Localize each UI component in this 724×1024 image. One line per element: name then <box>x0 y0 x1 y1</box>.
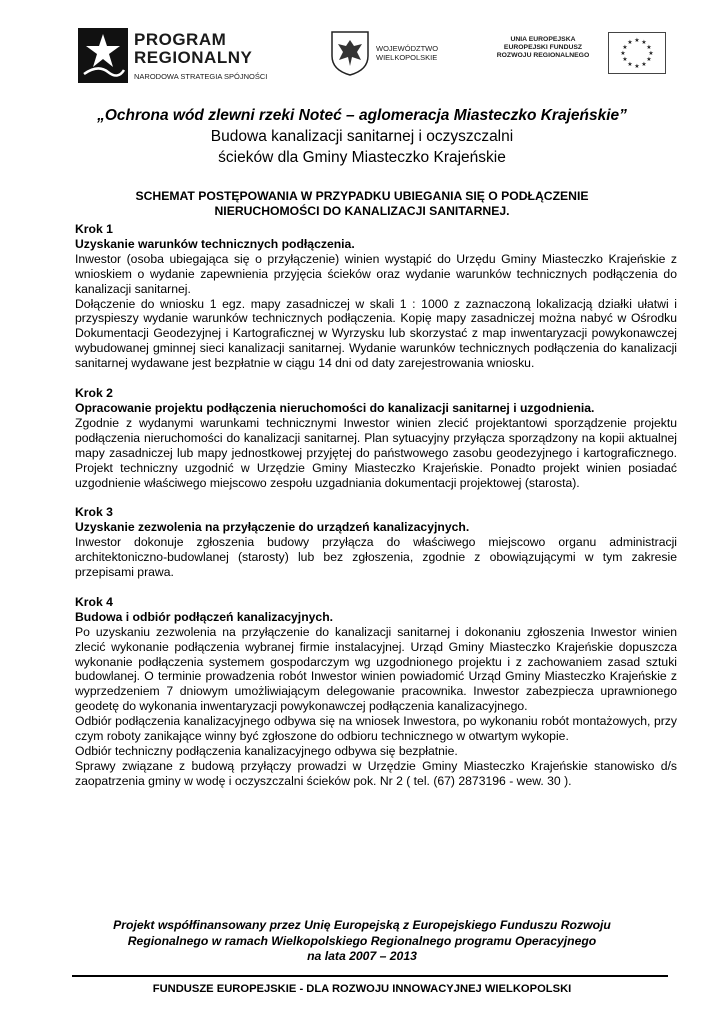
svg-text:★: ★ <box>646 44 652 51</box>
header-logos <box>0 20 724 90</box>
schema-title: SCHEMAT POSTĘPOWANIA W PRZYPADKU UBIEGANIA SIĘ O PODŁĄCZENIE NIERUCHOMOŚCI DO KANALIZACJI SANITARNEJ. <box>135 189 589 218</box>
program-regionalny-emblem-icon <box>78 28 128 83</box>
svg-text:★: ★ <box>646 56 652 63</box>
eu-flag-icon <box>608 32 666 74</box>
step-4-paragraph: Odbiór techniczny podłączenia kanalizacyjnego odbywa się bezpłatnie. <box>75 744 458 758</box>
step-3-paragraph: Inwestor dokonuje zgłoszenia budowy przyłącza do właściwego miejscowo organu administracji architektoniczno-budowlanej (starosty) lub bez zgłoszenia, zgodnie z obowiązującymi w tym zakresie przepisami prawa. <box>75 535 677 580</box>
cofinancing-note: Projekt współfinansowany przez Unię Europejską z Europejskiego Funduszu Rozwoju Regionalnego w ramach Wielkopolskiego Regionalnego programu Operacyjnego na lata 2007 – 2013 <box>113 918 611 963</box>
svg-text:★: ★ <box>641 39 647 46</box>
step-1-label: Krok 1 <box>75 222 113 236</box>
footer-divider <box>72 975 668 977</box>
wielkopolskie-text: WOJEWÓDZTWO WIELKOPOLSKIE <box>376 44 439 62</box>
svg-text:★: ★ <box>627 39 633 46</box>
step-1-paragraph: Dołączenie do wniosku 1 egz. mapy zasadniczej w skali 1 : 1000 z zaznaczoną lokalizacją działki ułatwi i przyspieszy wydanie warunków technicznych podłączenia. Kopię mapy zasadniczej można nabyć w Ośrodku Dokumentacji Geodezyjnej i Kartograficznej w Wyrzysku lub skorzystać z map inwentaryzacji powykonawczej wybudowanej gminnej sieci kanalizacji sanitarnej. Wydanie warunków technicznych podłączenia do kanalizacji sanitarnej wydawane jest bezpłatnie w ciągu 14 dni od daty zarejestrowania wniosku. <box>75 296 677 371</box>
svg-text:★: ★ <box>627 61 633 68</box>
step-3-label: Krok 3 <box>75 505 113 520</box>
project-subtitle-line2: ścieków dla Gminy Miasteczko Krajeńskie <box>218 149 506 166</box>
svg-text:★: ★ <box>634 37 640 44</box>
eu-logo <box>484 32 664 82</box>
step-3-heading: Uzyskanie zezwolenia na przyłączenie do urządzeń kanalizacyjnych. <box>75 520 470 535</box>
step-2-heading: Opracowanie projektu podłączenia nieruchomości do kanalizacji sanitarnej i uzgodnienia. <box>75 400 595 415</box>
procedure-steps <box>75 222 677 789</box>
step-2-label: Krok 2 <box>75 386 113 401</box>
svg-text:★: ★ <box>634 63 640 70</box>
program-regionalny-tagline: NARODOWA STRATEGIA SPÓJNOŚCI <box>134 72 268 81</box>
step-4-paragraph: Odbiór podłączenia kanalizacyjnego odbywa się na wniosek Inwestora, po wykonaniu robót montażowych, przy czym roboty zanikające winny być zgłoszone do odbioru technicznego w otwartym wykopie. <box>75 714 677 744</box>
eagle-coat-of-arms-icon <box>330 30 370 76</box>
svg-text:★: ★ <box>622 56 628 63</box>
step-4-paragraph: Po uzyskaniu zezwolenia na przyłączenie do kanalizacji sanitarnej i dokonaniu zgłoszenia Inwestor winien zlecić wykonanie podłączenia wybranej firmie instalacyjnej. Urząd Gminy Miasteczko Krajeńskie dopuszcza wykonanie podłączenia systemem gospodarczym wg uzgodnionego projektu i z zachowaniem zasad sztuki budowlanej. O terminie prowadzenia robót Inwestor winien powiadomić Urząd Gminy Miasteczko Krajeńskie z wyprzedzeniem 7 dniowym umożliwiającym delegowanie pracownika. Inwestor zabezpiecza uprawnionego geodetę do wykonania inwentaryzacji powykonawczej podłączenia kanalizacyjnego. <box>75 624 677 714</box>
step-1-paragraph: Inwestor (osoba ubiegająca się o przyłączenie) winien wystąpić do Urzędu Gminy Miasteczko Krajeńskie z wnioskiem o wydanie zapewnienia przyjęcia ścieków oraz wydanie warunków technicznych podłączenia do kanalizacji sanitarnej. <box>75 251 677 296</box>
svg-text:★: ★ <box>641 61 647 68</box>
project-subtitle-line1: Budowa kanalizacji sanitarnej i oczyszczalni <box>210 128 514 145</box>
svg-text:★: ★ <box>620 50 626 57</box>
program-regionalny-wordmark: PROGRAM REGIONALNY <box>134 30 253 67</box>
step-4-paragraph: Sprawy związane z budową przyłączy prowadzi w Urzędzie Gminy Miasteczko Krajeńskie stanowisko d/s zaopatrzenia gminy w wodę i oczyszczalni ścieków pok. Nr 2 ( tel. (67) 2873196 - wew. 30 ). <box>75 758 677 788</box>
project-title: „Ochrona wód zlewni rzeki Noteć – aglomeracja Miasteczko Krajeńskie” <box>97 107 627 124</box>
step-4-heading: Budowa i odbiór podłączeń kanalizacyjnych. <box>75 609 334 624</box>
wielkopolskie-logo <box>330 30 460 80</box>
program-regionalny-logo <box>78 28 298 88</box>
step-1-heading: Uzyskanie warunków technicznych podłączenia. <box>75 236 355 251</box>
eu-fund-text: UNIA EUROPEJSKA EUROPEJSKI FUNDUSZ ROZWOJU REGIONALNEGO <box>496 36 590 59</box>
footer-slogan: FUNDUSZE EUROPEJSKIE - DLA ROZWOJU INNOWACYJNEJ WIELKOPOLSKI <box>152 983 572 995</box>
svg-text:★: ★ <box>648 50 654 57</box>
step-2-paragraph: Zgodnie z wydanymi warunkami technicznymi Inwestor winien zlecić projektantowi sporządzenie projektu podłączenia nieruchomości do kanalizacji sanitarnej. Plan sytuacyjny przyłącza sporządzony na kopii aktualnej mapy zasadniczej lub mapy jednostkowej przyjętej do państwowego zasobu geodezyjnego i kartograficznego. Projekt techniczny uzgodnić w Urzędzie Gminy Miasteczko Krajeńskie. Ponadto projekt winien posiadać uzgodnienie właściwego miejscowo zespołu uzgadniania dokumentacji projektowej (starosta). <box>75 415 677 490</box>
svg-text:★: ★ <box>622 44 628 51</box>
step-4-label: Krok 4 <box>75 594 113 609</box>
